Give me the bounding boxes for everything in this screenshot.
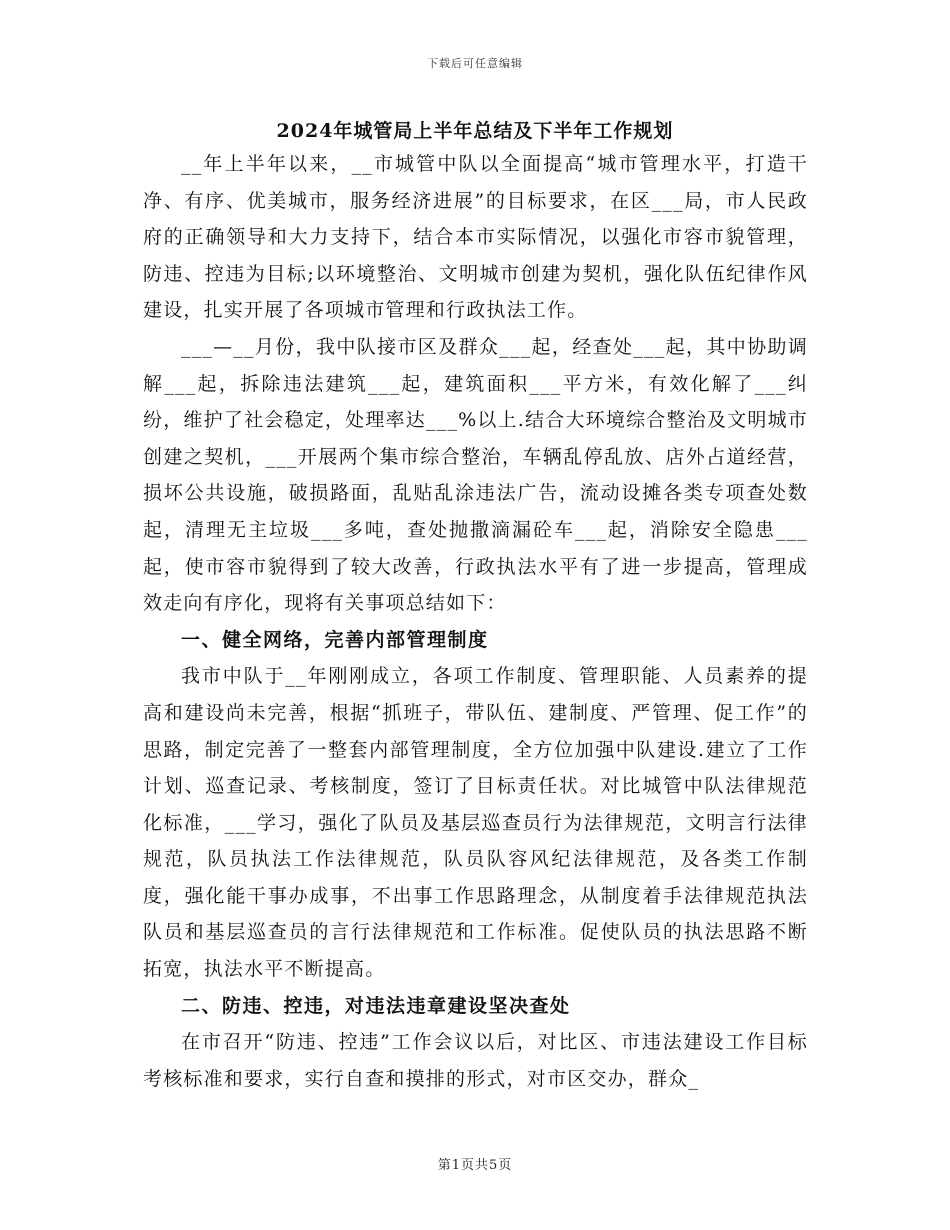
- document-title: 2024年城管局上半年总结及下半年工作规划: [276, 120, 674, 142]
- section-2-paragraph: 在市召开“防违、控违”工作会议以后，对比区、市违法建设工作目标考核标准和要求，实行自查和摸排的形式，对市区交办，群众_: [143, 1031, 808, 1090]
- section-2-heading: 二、防违、控违，对违法违章建设坚决查处: [181, 994, 571, 1017]
- page-header: 下载后可任意编辑: [427, 57, 523, 70]
- page-number: 第1页共5页: [437, 1158, 513, 1173]
- section-1-heading: 一、健全网络，完善内部管理制度: [181, 628, 489, 651]
- summary-paragraph: ___—__月份，我中队接市区及群众___起，经查处___起，其中协助调解___起，拆除违法建筑___起，建筑面积___平方米，有效化解了___纠纷，维护了社会稳定，处理率达___%以上.结合大环境综合整治及文明城市创建之契机，___开展两个集市综合整治，车辆乱停乱放、店外占道经营，损坏公共设施，破损路面，乱贴乱涂违法广告，流动设摊各类专项查处数起，清理无主垃圾___多吨，查处抛撒滴漏砼车___起，消除安全隐患___起，使市容市貌得到了较大改善，行政执法水平有了进一步提高，管理成效走向有序化，现将有关事项总结如下：: [143, 335, 808, 615]
- section-1-paragraph: 我市中队于__年刚刚成立，各项工作制度、管理职能、人员素养的提高和建设尚未完善，根据“抓班子，带队伍、建制度、严管理、促工作”的思路，制定完善了一整套内部管理制度，全方位加强中队建设.建立了工作计划、巡查记录、考核制度，签订了目标责任状。对比城管中队法律规范化标准，___学习，强化了队员及基层巡查员行为法律规范，文明言行法律规范，队员执法工作法律规范，队员队容风纪法律规范，及各类工作制度，强化能干事办成事，不出事工作思路理念，从制度着手法律规范执法队员和基层巡查员的言行法律规范和工作标准。促使队员的执法思路不断拓宽，执法水平不断提高。: [143, 665, 808, 981]
- intro-paragraph: __年上半年以来，__市城管中队以全面提高“城市管理水平，打造干净、有序、优美城市，服务经济进展”的目标要求，在区___局，市人民政府的正确领导和大力支持下，结合本市实际情况，以强化市容市貌管理，防违、控违为目标;以环境整治、文明城市创建为契机，强化队伍纪律作风建设，扎实开展了各项城市管理和行政执法工作。: [143, 153, 808, 322]
- document-body: [143, 146, 808, 1097]
